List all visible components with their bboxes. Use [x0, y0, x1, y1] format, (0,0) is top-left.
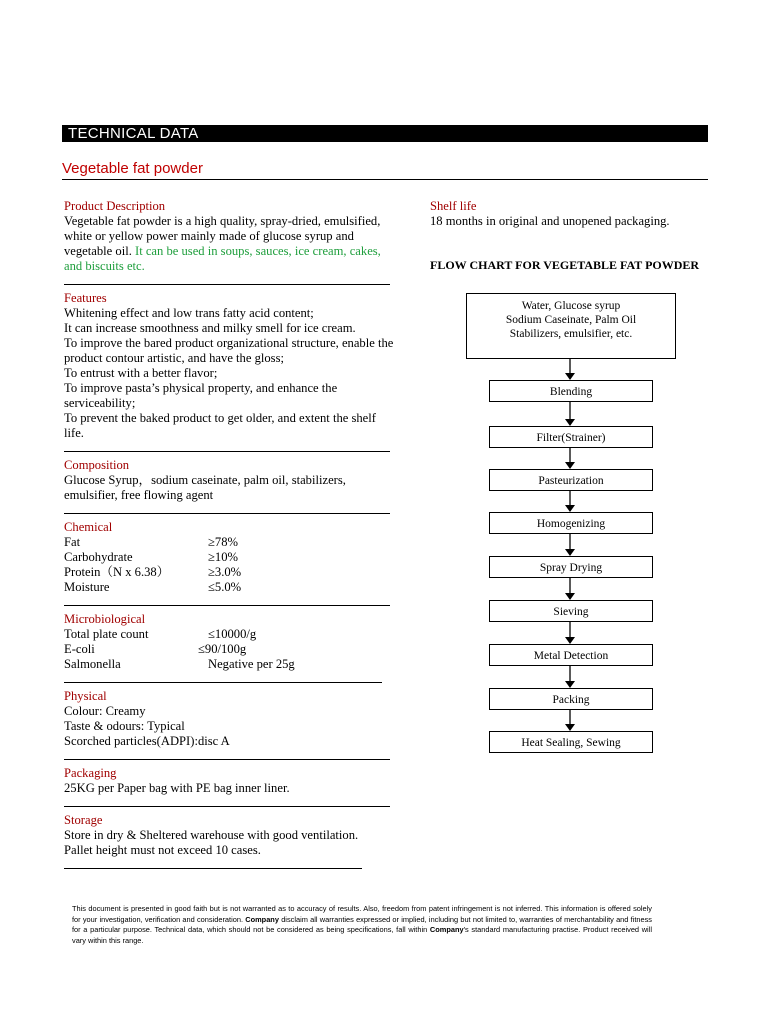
title-divider — [62, 179, 708, 180]
flow-arrow-icon — [563, 448, 577, 469]
flow-step: Blending — [489, 380, 653, 402]
flow-arrow-icon — [563, 359, 577, 380]
feature-item: It can increase smoothness and milky smell for ice cream. — [64, 321, 356, 335]
microbiological-heading: Microbiological — [64, 612, 146, 626]
storage-heading: Storage — [64, 813, 103, 827]
document-title: Vegetable fat powder — [62, 160, 203, 177]
shelf-life-heading: Shelf life — [430, 199, 477, 213]
physical-item: Scorched particles(ADPI):disc A — [64, 734, 230, 748]
flow-input-line: Water, Glucose syrup — [521, 300, 621, 312]
chemical-row: Fat ≥78% — [64, 535, 238, 549]
storage-item: Store in dry & Sheltered warehouse with good ventilation. — [64, 828, 359, 842]
feature-item: To improve pasta’s physical property, and enhance the serviceability; — [64, 381, 338, 410]
flow-input-line: Stabilizers, emulsifier, etc. — [509, 328, 633, 340]
flow-step: Packing — [489, 688, 653, 710]
section-divider — [64, 284, 390, 285]
product-usage-text: It can be used in soups, sauces, ice cream, cakes, and biscuits etc. — [64, 244, 381, 273]
flow-input-line: Sodium Caseinate, Palm Oil — [505, 314, 637, 326]
flow-arrow-icon — [563, 534, 577, 556]
composition-heading: Composition — [64, 458, 130, 472]
features-heading: Features — [64, 291, 107, 305]
composition-text: Glucose Syrup，sodium caseinate, palm oil, stabilizers, emulsifier, free flowing agent — [64, 473, 346, 502]
flow-chart-title: FLOW CHART FOR VEGETABLE FAT POWDER — [430, 258, 700, 272]
company-name: Company — [429, 925, 464, 934]
flow-arrow-icon — [563, 578, 577, 600]
flow-arrow-icon — [563, 710, 577, 731]
chemical-row: Protein（N x 6.38） ≥3.0% — [64, 565, 242, 579]
section-divider — [64, 806, 390, 807]
chemical-row: Moisture ≤5.0% — [64, 580, 242, 594]
packaging-text: 25KG per Paper bag with PE bag inner liner. — [64, 781, 290, 795]
section-divider — [64, 513, 390, 514]
section-divider — [64, 682, 382, 683]
flow-step: Heat Sealing, Sewing — [489, 731, 653, 753]
feature-item: To improve the bared product organizational structure, enable the product contour artistic, and have the gloss; — [64, 336, 394, 365]
section-divider — [64, 451, 390, 452]
chemical-row: Carbohydrate ≥10% — [64, 550, 238, 564]
physical-item: Colour: Creamy — [64, 704, 146, 718]
feature-item: Whitening effect and low trans fatty acid content; — [64, 306, 314, 320]
flow-step: Homogenizing — [489, 512, 653, 534]
flow-step: Filter(Strainer) — [489, 426, 653, 448]
flow-step: Sieving — [489, 600, 653, 622]
section-divider — [64, 868, 362, 869]
section-header-bar: TECHNICAL DATA — [62, 125, 708, 142]
flow-step: Metal Detection — [489, 644, 653, 666]
right-column — [430, 199, 730, 229]
flow-step: Spray Drying — [489, 556, 653, 578]
flow-arrow-icon — [563, 491, 577, 512]
physical-heading: Physical — [64, 689, 107, 703]
flow-step: Pasteurization — [489, 469, 653, 491]
flow-input-box — [466, 293, 676, 359]
disclaimer-footer: This document is presented in good faith but is not warranted as to accuracy of results. Also, freedom from patent infringement is not inferred. This information is offered solely for your investigation, verification and consideration. Company disclaim all warranties expressed or implied, including but not limited to, warranties of merchantability and fitness for a particular purpose. Technical data, which should not be considered as being specifications, fall within Company's standard manufacturing practise. Product received will vary within this range. — [72, 904, 652, 945]
product-description-text: Vegetable fat powder is a high quality, spray-dried, emulsified, white or yellow power mainly made of glucose syrup and vegetable oil. It can be used in soups, sauces, ice cream, cakes, and biscuits etc. — [64, 214, 381, 273]
physical-item: Taste & odours: Typical — [64, 719, 185, 733]
micro-row: Total plate count ≤10000/g — [64, 627, 257, 641]
feature-item: To entrust with a better flavor; — [64, 366, 218, 380]
section-divider — [64, 605, 390, 606]
company-name: Company — [245, 914, 279, 924]
flow-arrow-icon — [563, 666, 577, 688]
chemical-heading: Chemical — [64, 520, 113, 534]
packaging-heading: Packaging — [64, 766, 117, 780]
micro-row: Salmonella Negative per 25g — [64, 657, 295, 671]
flow-arrow-icon — [563, 402, 577, 426]
product-description-heading: Product Description — [64, 199, 166, 213]
left-column — [64, 199, 394, 875]
section-divider — [64, 759, 390, 760]
feature-item: To prevent the baked product to get older, and extent the shelf life. — [64, 411, 376, 440]
micro-row: E-coli ≤90/100g — [64, 642, 247, 656]
flow-arrow-icon — [563, 622, 577, 644]
shelf-life-text: 18 months in original and unopened packaging. — [430, 214, 670, 228]
storage-item: Pallet height must not exceed 10 cases. — [64, 843, 261, 857]
